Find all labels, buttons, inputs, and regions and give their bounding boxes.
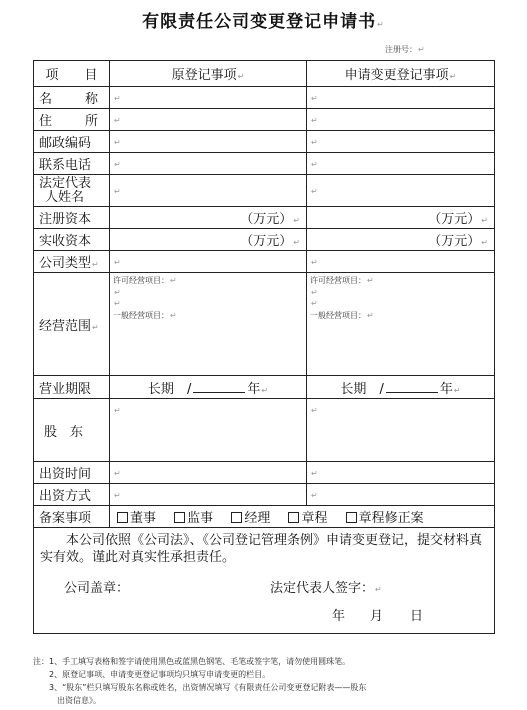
original-contrib-time-field[interactable]: ↵ [110, 462, 307, 484]
note-line: 出资信息》。 [33, 696, 101, 705]
table-row [34, 506, 495, 528]
original-postcode-field[interactable]: ↵ [110, 131, 307, 153]
table-row [34, 484, 495, 506]
note-line: 3、“股东”栏只填写股东名称或姓名，出资情况填写《有限责任公司变更登记附表——股东 [33, 683, 367, 692]
row-label-scope: 经营范围↵ [34, 273, 110, 376]
declaration-row [34, 528, 495, 634]
apply-reg-capital-field[interactable]: （万元）↵ [307, 207, 495, 229]
table-row [34, 229, 495, 251]
note-line: 2、原登记事项、申请变更登记事项均只填写申请变更的栏目。 [33, 670, 271, 679]
apply-contrib-time-field[interactable]: ↵ [307, 462, 495, 484]
table-row [34, 399, 495, 462]
row-label-address: 住 所 [34, 109, 110, 131]
row-label-postcode: 邮政编码 [34, 131, 110, 153]
row-label-legal-rep: 法定代表 人姓名 [34, 175, 110, 207]
apply-phone-field[interactable]: ↵ [307, 153, 495, 175]
filing-checkbox-articles[interactable]: 章程 [274, 511, 327, 526]
table-row [34, 207, 495, 229]
table-row [34, 273, 495, 376]
original-address-field[interactable]: ↵ [110, 109, 307, 131]
apply-legal-rep-field[interactable]: ↵ [307, 175, 495, 207]
apply-postcode-field[interactable]: ↵ [307, 131, 495, 153]
apply-paid-capital-field[interactable]: （万元）↵ [307, 229, 495, 251]
form-notes [33, 655, 503, 707]
table-row [34, 87, 495, 109]
table-row [34, 175, 495, 207]
original-scope-field[interactable]: 许可经营项目：↵ ↵ ↵ 一般经营项目：↵ [110, 273, 307, 376]
row-label-company-type: 公司类型↵ [34, 251, 110, 273]
header-row [34, 61, 495, 87]
table-row [34, 109, 495, 131]
table-row [34, 153, 495, 175]
table-row [34, 462, 495, 484]
row-label-contrib-method: 出资方式 [34, 484, 110, 506]
header-apply: 申请变更登记事项↵ [307, 61, 495, 87]
row-label-contrib-time: 出资时间 [34, 462, 110, 484]
filing-options [110, 506, 495, 528]
note-line: 注：1、手工填写表格和签字请使用黑色或蓝黑色钢笔、毛笔或签字笔，请勿使用圆珠笔。 [33, 657, 351, 666]
filing-checkbox-supervisor[interactable]: 监事 [160, 511, 213, 526]
header-original: 原登记事项↵ [110, 61, 307, 87]
apply-contrib-method-field[interactable]: ↵ [307, 484, 495, 506]
filing-checkbox-director[interactable]: 董事 [113, 511, 156, 526]
original-company-type-field[interactable]: ↵ [110, 251, 307, 273]
original-legal-rep-field[interactable]: ↵ [110, 175, 307, 207]
original-paid-capital-field[interactable]: （万元）↵ [110, 229, 307, 251]
row-label-paid-capital: 实收资本 [34, 229, 110, 251]
apply-shareholder-field[interactable]: ↵ [307, 399, 495, 462]
apply-scope-field[interactable]: 许可经营项目：↵ ↵ ↵ 一般经营项目：↵ [307, 273, 495, 376]
original-term-field[interactable]: 长期 / 年↵ [110, 376, 307, 399]
original-contrib-method-field[interactable]: ↵ [110, 484, 307, 506]
row-label-reg-capital: 注册资本 [34, 207, 110, 229]
signing-date: 年 月 日 [332, 609, 424, 624]
company-seal-label: 公司盖章： [64, 581, 130, 596]
row-label-filing: 备案事项 [34, 506, 110, 528]
page-title: 有限责任公司变更登记申请书↵ [142, 12, 385, 32]
original-shareholder-field[interactable]: ↵ [110, 399, 307, 462]
original-reg-capital-field[interactable]: （万元）↵ [110, 207, 307, 229]
declaration-block [34, 528, 495, 634]
original-phone-field[interactable]: ↵ [110, 153, 307, 175]
application-form-table [33, 60, 495, 634]
row-label-name: 名 称 [34, 87, 110, 109]
apply-company-type-field[interactable]: ↵ [307, 251, 495, 273]
row-label-term: 营业期限 [34, 376, 110, 399]
apply-term-field[interactable]: 长期 / 年↵ [307, 376, 495, 399]
filing-checkbox-articles-amendment[interactable]: 章程修正案 [332, 511, 424, 526]
table-row [34, 251, 495, 273]
table-row [34, 376, 495, 399]
table-row [34, 131, 495, 153]
apply-address-field[interactable]: ↵ [307, 109, 495, 131]
row-label-phone: 联系电话 [34, 153, 110, 175]
legal-rep-signature-label: 法定代表人签字：↵ [270, 581, 382, 596]
registration-number-label: 注册号：↵ [385, 45, 425, 54]
apply-name-field[interactable]: ↵ [307, 87, 495, 109]
declaration-text: 本公司依照《公司法》、《公司登记管理条例》申请变更登记，提交材料真实有效。谨此对真实性承担责任。 [40, 533, 483, 565]
original-name-field[interactable]: ↵ [110, 87, 307, 109]
row-label-shareholder: 股 东 [34, 399, 110, 462]
filing-checkbox-manager[interactable]: 经理 [217, 511, 270, 526]
header-item: 项 目 [34, 61, 110, 87]
